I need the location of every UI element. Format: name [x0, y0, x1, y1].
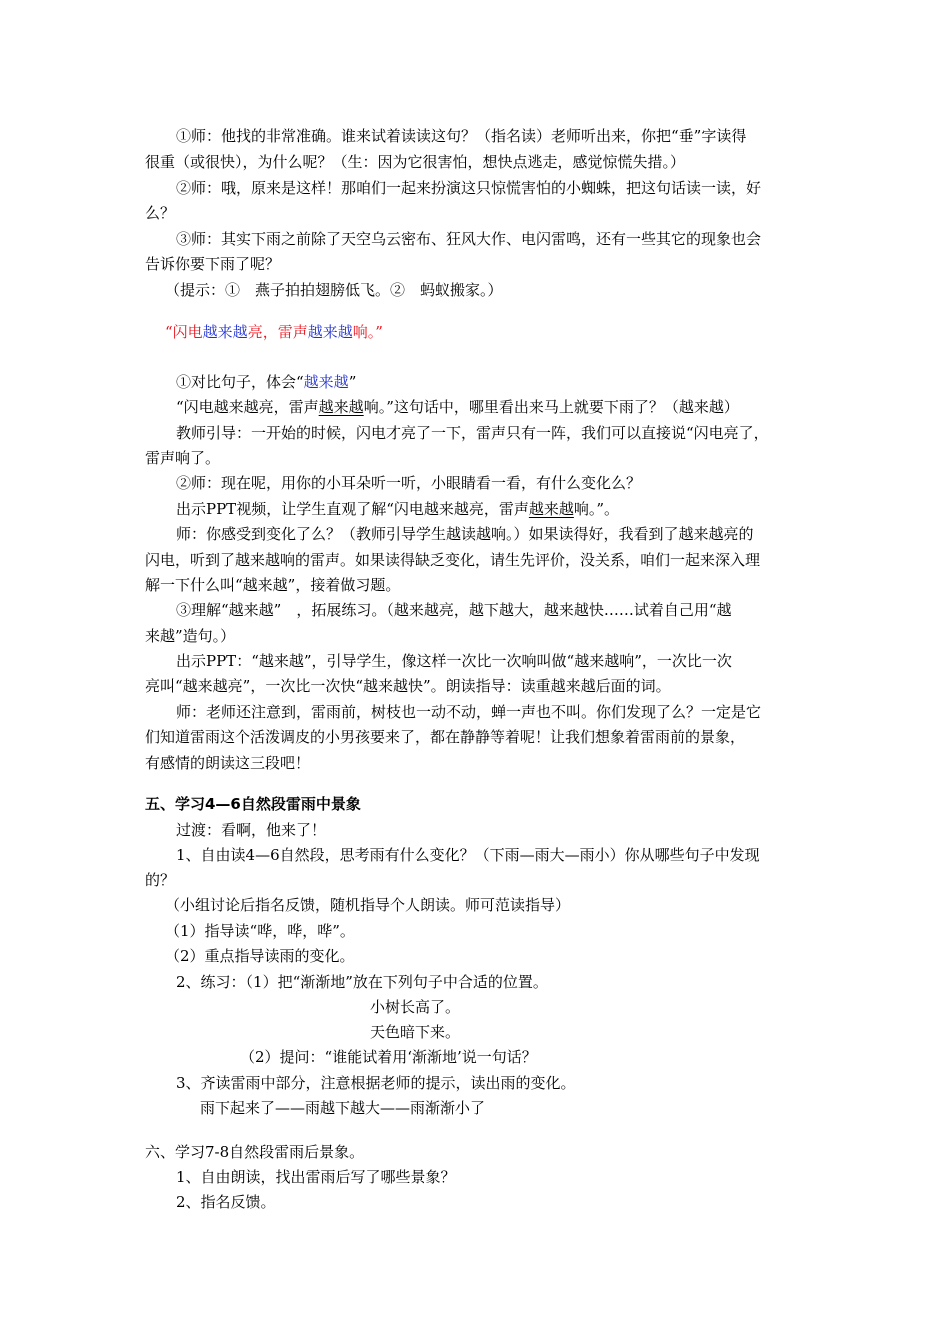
hint-line: （提示：① 燕子拍拍翅膀低飞。② 蚂蚁搬家。） [165, 281, 503, 299]
paragraph-line: 来越”造句。） [145, 627, 236, 645]
text-span: ” [348, 373, 357, 391]
paragraph-line: 雨下起来了——雨越下越大——雨渐渐小了 [200, 1099, 486, 1117]
paragraph-line: ③师：其实下雨之前除了天空乌云密布、狂风大作、电闪雷鸣，还有一些其它的现象也会 [176, 230, 762, 248]
paragraph-line: 1、自由朗读，找出雷雨后写了哪些景象？ [176, 1168, 456, 1186]
paragraph-line: 闪电，听到了越来越响的雷声。如果读得缺乏变化，请生先评价，没关系，咱们一起来深入理 [145, 551, 761, 569]
text-span: “闪电越来越亮，雷声 [176, 398, 319, 416]
paragraph-line: 们知道雷雨这个活泼调皮的小男孩要来了，都在静静等着呢！让我们想象着雷雨前的景象， [145, 728, 746, 746]
paragraph-line: （2）重点指导读雨的变化。 [165, 947, 355, 965]
quote-part: 响。” [352, 323, 383, 341]
text-span: ①对比句子，体会“ [176, 373, 304, 391]
paragraph-line: 雷声响了。 [145, 449, 221, 467]
paragraph-line: 的？ [145, 871, 176, 889]
paragraph-line: ①师：他找的非常准确。谁来试着读读这句？（指名读）老师听出来，你把“垂”字读得 [176, 127, 747, 145]
text-span: 响。”这句话中，哪里看出来马上就要下雨了？（越来越） [363, 398, 739, 416]
paragraph-line: 教师引导：一开始的时候，闪电才亮了一下，雷声只有一阵，我们可以直接说“闪电亮了， [176, 424, 769, 442]
quote-part: 亮，雷声 [247, 323, 308, 341]
paragraph-line: ②师：哦，原来是这样！那咱们一起来扮演这只惊慌害怕的小蜘蛛，把这句话读一读，好 [176, 179, 762, 197]
section-heading: 五、学习4—6自然段雷雨中景象 [145, 795, 361, 813]
paragraph-line: （1）指导读“哗，哗，哗”。 [165, 922, 355, 940]
section-heading: 六、学习7-8自然段雷雨后景象。 [145, 1143, 365, 1161]
paragraph-line: 1、自由读4—6自然段，思考雨有什么变化？（下雨—雨大—雨小）你从哪些句子中发现 [176, 846, 760, 864]
paragraph-line: 2、练习：（1）把“渐渐地”放在下列句子中合适的位置。 [176, 973, 548, 991]
paragraph-line: 有感情的朗读这三段吧！ [145, 754, 311, 772]
paragraph-line: 过渡：看啊，他来了！ [176, 821, 327, 839]
underlined-keyword: 越来越 [318, 398, 364, 416]
paragraph-line [176, 370, 356, 394]
exercise-sentence: 天色暗下来。 [370, 1023, 461, 1041]
paragraph-line: 么？ [145, 204, 176, 222]
paragraph-line: 告诉你要下雨了呢？ [145, 255, 281, 273]
paragraph-line: 很重（或很快），为什么呢？（生：因为它很害怕，想快点逃走，感觉惊慌失措。） [145, 153, 686, 171]
paragraph-line: （2）提问：“谁能试着用‘渐渐地’说一句话？ [240, 1048, 537, 1066]
quote-keyword: 越来越 [307, 323, 353, 341]
text-span: 出示PPT视频，让学生直观了解“闪电越来越亮，雷声 [176, 500, 529, 518]
keyword-span: 越来越 [303, 373, 349, 391]
paragraph-line: ②师：现在呢，用你的小耳朵听一听，小眼睛看一看，有什么变化么？ [176, 474, 642, 492]
paragraph-line: 出示PPT：“越来越”，引导学生，像这样一次比一次响叫做“越来越响”，一次比一次 [176, 652, 732, 670]
paragraph-line [176, 497, 619, 521]
paragraph-line: 2、指名反馈。 [176, 1193, 276, 1211]
underlined-keyword: 越来越 [528, 500, 574, 518]
paragraph-line [176, 395, 739, 419]
text-span: 响。”。 [573, 500, 620, 518]
exercise-sentence: 小树长高了。 [370, 998, 461, 1016]
paragraph-line: 师：老师还注意到，雷雨前，树枝也一动不动，蝉一声也不叫。你们发现了么？一定是它 [176, 703, 762, 721]
paragraph-line: 亮叫“越来越亮”，一次比一次快“越来越快”。朗读指导：读重越来越后面的词。 [145, 677, 671, 695]
paragraph-line: 解一下什么叫“越来越”，接着做习题。 [145, 576, 401, 594]
paragraph-line: 3、齐读雷雨中部分，注意根据老师的提示，读出雨的变化。 [176, 1074, 576, 1092]
highlight-quote [165, 320, 383, 344]
quote-keyword: 越来越 [202, 323, 248, 341]
paragraph-line: 师：你感受到变化了么？（教师引导学生越读越响。）如果读得好，我看到了越来越亮的 [176, 525, 754, 543]
paragraph-line: （小组讨论后指名反馈，随机指导个人朗读。师可范读指导） [165, 896, 571, 914]
paragraph-line: ③理解“越来越” ，拓展练习。（越来越亮，越下越大，越来越快……试着自己用“越 [176, 601, 732, 619]
quote-part: “闪电 [165, 323, 203, 341]
